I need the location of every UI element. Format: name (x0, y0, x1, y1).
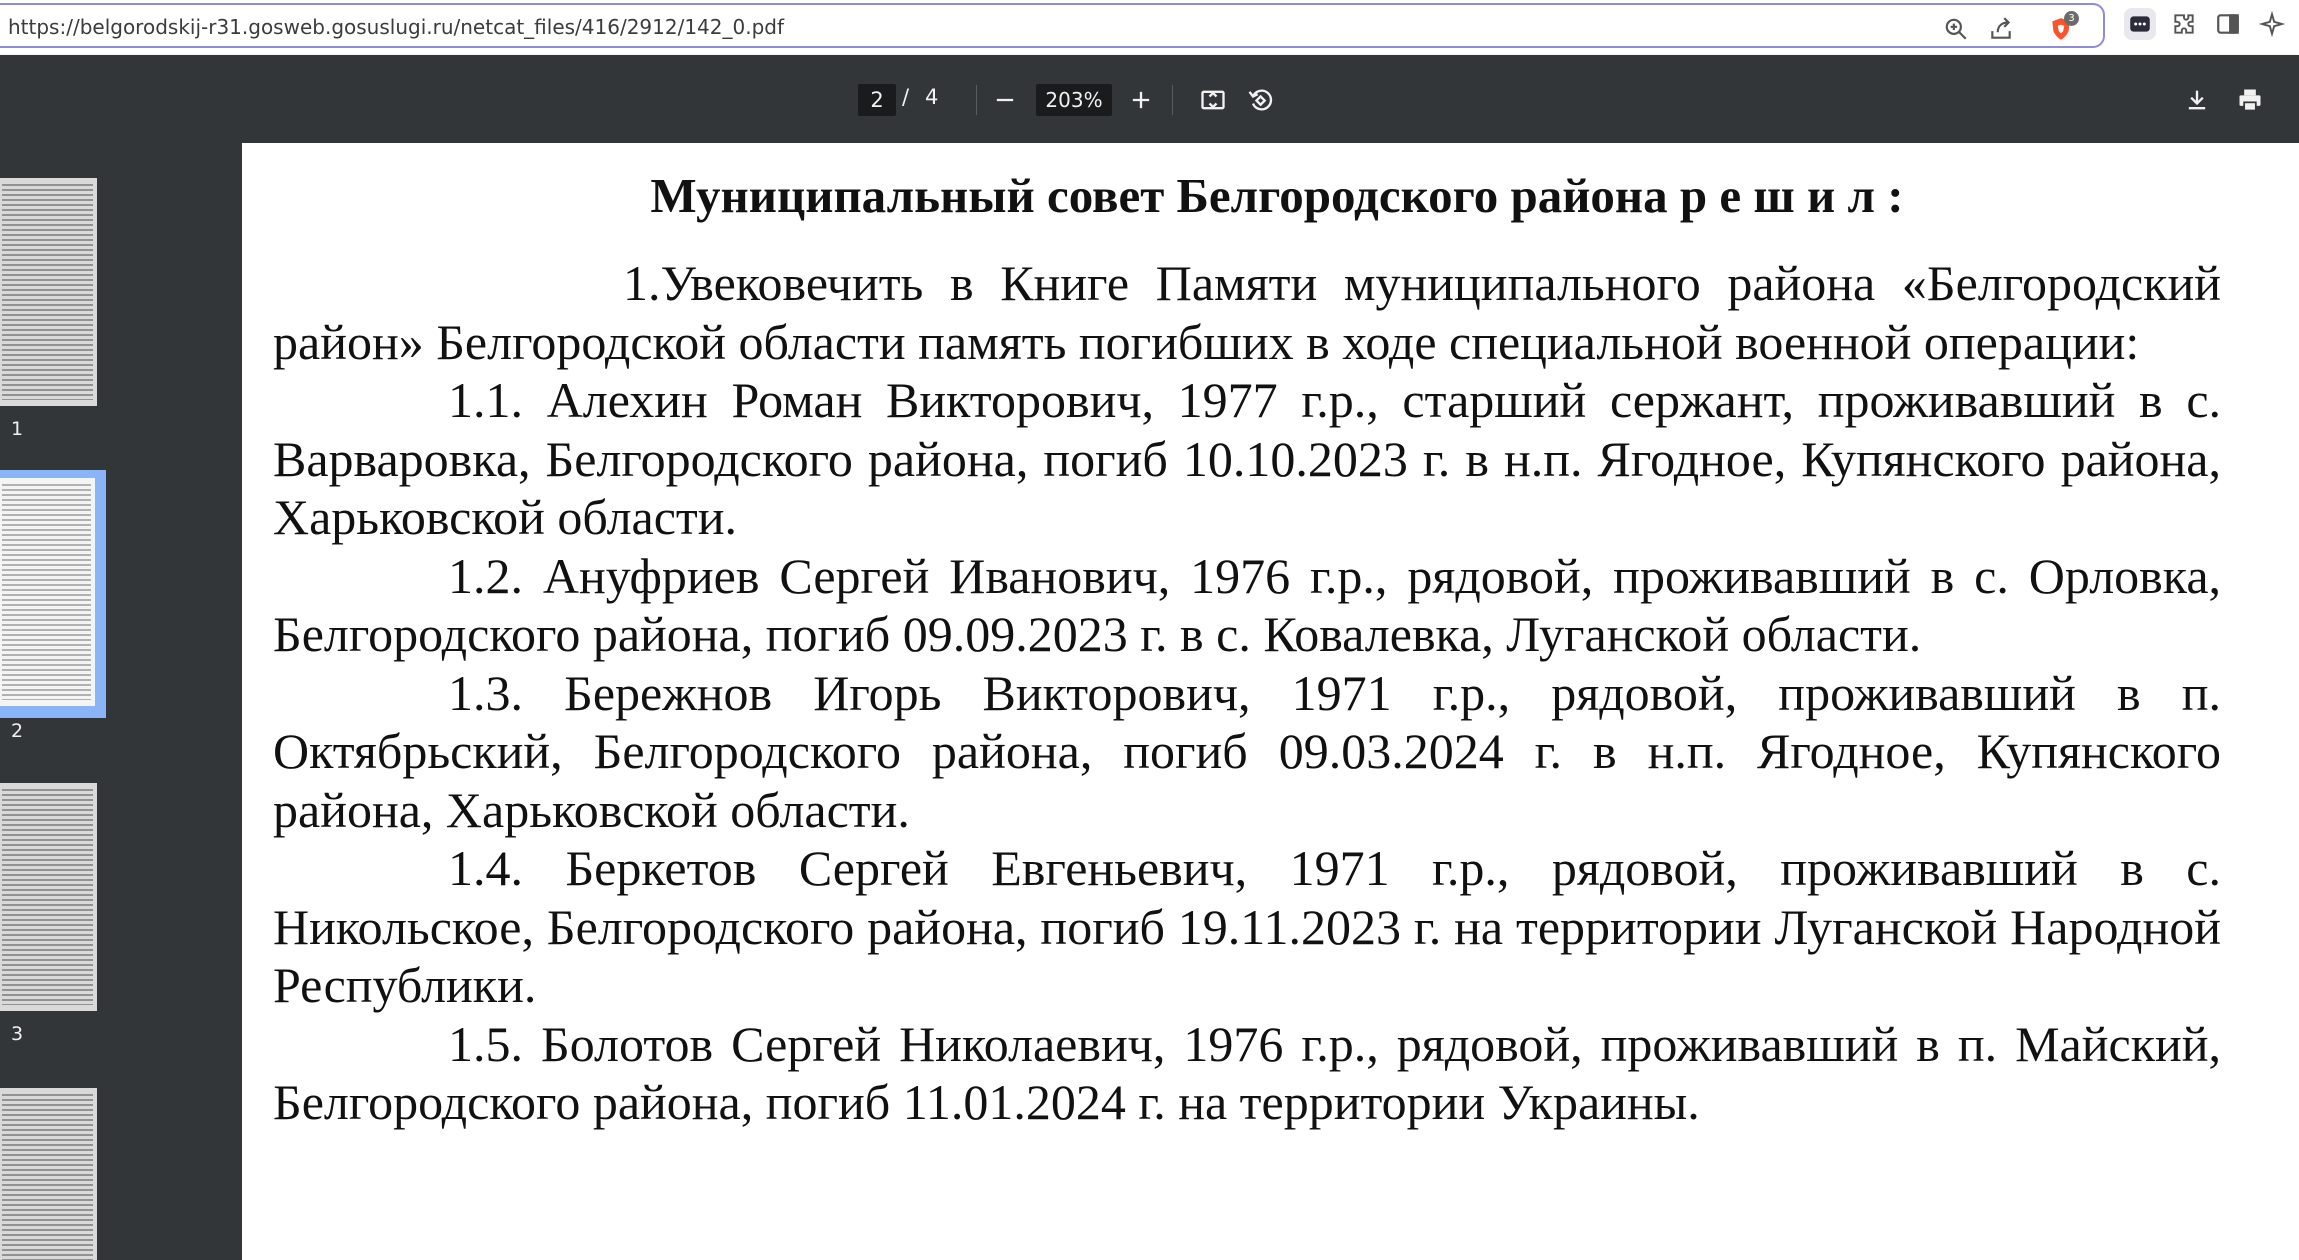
thumbnail-label-1: 1 (11, 418, 24, 440)
print-button[interactable] (2230, 80, 2270, 120)
zoom-in-button[interactable] (1121, 80, 1161, 120)
rotate-icon (1246, 86, 1274, 114)
paragraph-text: Болотов Сергей Николаевич, 1976 г.р., рядовой, проживавший в п. Майский, Белгородского района, погиб 11.01.2024 г. на территории Украины. (273, 1015, 2222, 1130)
share-icon[interactable] (1985, 13, 2017, 45)
sidebar-toggle-icon[interactable] (2212, 8, 2244, 40)
paragraph-number: 1.1. (448, 372, 523, 428)
paragraph-text: Ануфриев Сергей Иванович, 1976 г.р., рядовой, проживавший в с. Орловка, Белгородского района, погиб 09.09.2023 г. в с. Ковалевка, Луганской области. (273, 547, 2222, 662)
page-separator: / (902, 85, 910, 109)
paragraph-number: 1. (623, 255, 661, 311)
extensions-puzzle-icon[interactable] (2168, 8, 2200, 40)
paragraph-number: 1.4. (448, 840, 523, 896)
page-thumbnail-3[interactable] (0, 783, 97, 1011)
page-thumbnail-2[interactable] (0, 478, 95, 706)
url-field[interactable] (0, 3, 2105, 48)
fit-page-icon (1199, 86, 1227, 114)
paragraph-number: 1.5. (448, 1015, 523, 1072)
page-total: 4 (925, 85, 939, 109)
leo-ai-icon[interactable] (2256, 8, 2288, 40)
url-text[interactable]: https://belgorodskij-r31.gosweb.gosuslugi.ru/netcat_files/416/2912/142_0.pdf (8, 15, 785, 39)
paragraph-text: Бережнов Игорь Викторович, 1971 г.р., рядовой, проживавший в п. Октябрьский, Белгородского района, погиб 09.03.2024 г. в н.п. Ягодное, Купянского района, Харьковской области. (273, 664, 2222, 838)
download-icon (2183, 86, 2211, 114)
zoom-out-button[interactable] (985, 80, 1025, 120)
brave-shields-icon[interactable] (2045, 13, 2077, 45)
zoom-out-icon (991, 86, 1019, 114)
print-icon (2236, 86, 2264, 114)
page-thumbnail-1[interactable] (0, 178, 97, 406)
page-number-input[interactable]: 2 (858, 84, 896, 116)
paragraph-1-5 (273, 1015, 2221, 1132)
document-heading: Муниципальный совет Белгородского района р е ш и л : (650, 168, 1904, 223)
thumbnail-sidebar (0, 143, 242, 1260)
paragraph-text: Беркетов Сергей Евгеньевич, 1971 г.р., рядовой, проживавший в с. Никольское, Белгородского района, погиб 19.11.2023 г. на территории Луганской Народной Республики. (273, 840, 2221, 1013)
zoom-icon[interactable] (1940, 13, 1972, 45)
page-thumbnail-4[interactable] (0, 1088, 97, 1260)
pdf-page (242, 143, 2299, 1260)
download-button[interactable] (2177, 80, 2217, 120)
thumbnail-label-2: 2 (11, 720, 24, 742)
paragraph-1-4 (273, 839, 2221, 1015)
paragraph-1-1 (273, 371, 2221, 547)
brave-shields-count: 3 (2064, 11, 2079, 26)
zoom-input[interactable]: 203% (1036, 84, 1112, 116)
paragraph-1-2 (273, 547, 2221, 664)
toolbar-divider (976, 85, 977, 115)
paragraph-text: Алехин Роман Викторович, 1977 г.р., старший сержант, проживавший в с. Варваровка, Белгородского района, погиб 10.10.2023 г. в н.п. Ягодное, Купянского района, Харьковской области. (273, 372, 2222, 545)
fit-page-button[interactable] (1193, 80, 1233, 120)
paragraph-1-3 (273, 664, 2221, 840)
paragraph-number: 1.2. (448, 547, 523, 604)
rotate-button[interactable] (1240, 80, 1280, 120)
thumbnail-label-3: 3 (11, 1023, 24, 1045)
paragraph-1 (273, 254, 2221, 371)
zoom-in-icon (1127, 86, 1155, 114)
browser-address-bar (0, 0, 2299, 55)
toolbar-divider (1172, 85, 1173, 115)
extension-active-icon[interactable] (2124, 8, 2156, 40)
document-body (273, 168, 2221, 1132)
pdf-toolbar (0, 55, 2299, 143)
paragraph-text: Увековечить в Книге Памяти муниципального района «Белгородский район» Белгородской области память погибших в ходе специальной военной операции: (273, 255, 2221, 370)
paragraph-number: 1.3. (448, 664, 523, 721)
